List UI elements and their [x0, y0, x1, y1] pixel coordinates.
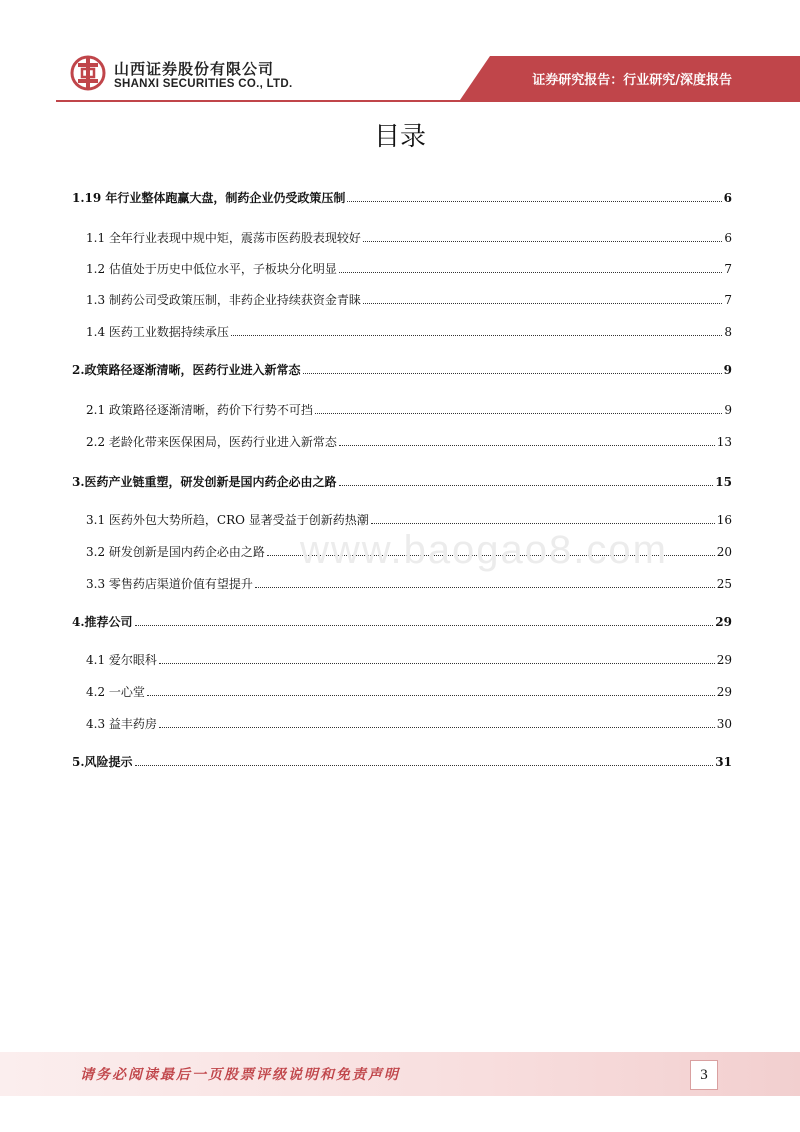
toc-leader	[339, 444, 715, 446]
page-title: 目录	[373, 122, 426, 152]
toc-leader	[363, 240, 722, 242]
toc-leader	[371, 522, 715, 524]
toc-leader	[231, 334, 722, 336]
toc-entry-page: 6	[723, 191, 732, 205]
toc-entry-4-2[interactable]	[86, 680, 732, 700]
toc-leader	[339, 484, 714, 486]
toc-entry-2[interactable]	[72, 358, 732, 378]
toc-entry-1-1[interactable]	[86, 226, 732, 246]
toc-entry-label: 4.推荐公司	[72, 615, 133, 629]
toc-entry-2-2[interactable]	[86, 430, 732, 450]
toc-entry-label: 1.4 医药工业数据持续承压	[86, 325, 229, 339]
toc-entry-4-1[interactable]	[86, 648, 732, 668]
toc-entry-label: 3.3 零售药店渠道价值有望提升	[86, 577, 253, 591]
toc-entry-label: 5.风险提示	[72, 755, 133, 769]
toc-entry-page: 29	[715, 615, 732, 629]
toc-entry-page: 9	[724, 403, 732, 417]
toc-entry-page: 29	[716, 685, 732, 699]
toc-leader	[315, 412, 722, 414]
toc-entry-label: 4.2 一心堂	[86, 685, 145, 699]
toc-entry-page: 9	[723, 363, 732, 377]
toc-entry-page: 30	[716, 717, 732, 731]
toc-entry-1[interactable]	[72, 186, 732, 206]
toc-leader	[347, 200, 721, 202]
toc-entry-label: 2.2 老龄化带来医保困局，医药行业进入新常态	[86, 435, 337, 449]
toc-entry-page: 20	[716, 545, 732, 559]
toc-leader	[255, 586, 715, 588]
company-name-cn: 山西证券股份有限公司	[114, 60, 275, 78]
page-header	[0, 0, 800, 110]
toc-entry-page: 25	[716, 577, 732, 591]
toc-entry-3[interactable]	[72, 470, 732, 490]
toc-entry-label: 1.2 估值处于历史中低位水平，子板块分化明显	[86, 262, 337, 276]
toc-leader	[159, 726, 715, 728]
toc-entry-3-1[interactable]	[86, 508, 732, 528]
toc-leader	[303, 372, 722, 374]
page-number: 3	[690, 1060, 718, 1090]
header-divider	[56, 100, 800, 102]
toc-entry-1-2[interactable]	[86, 257, 732, 277]
toc-entry-page: 7	[724, 262, 732, 276]
toc-leader	[135, 764, 714, 766]
watermark: www.baogao8.com	[300, 528, 668, 572]
toc-entry-5[interactable]	[72, 750, 732, 770]
toc-entry-page: 8	[724, 325, 732, 339]
toc-entry-label: 3.医药产业链重塑，研发创新是国内药企必由之路	[72, 475, 337, 489]
toc-leader	[339, 271, 722, 273]
toc-entry-2-1[interactable]	[86, 398, 732, 418]
toc-entry-label: 2.政策路径逐渐清晰，医药行业进入新常态	[72, 363, 301, 377]
toc-entry-4-3[interactable]	[86, 712, 732, 732]
toc-entry-page: 7	[724, 293, 732, 307]
toc-entry-page: 31	[715, 755, 732, 769]
toc-entry-1-3[interactable]	[86, 288, 732, 308]
toc-entry-label: 3.1 医药外包大势所趋，CRO 显著受益于创新药热潮	[86, 513, 369, 527]
toc-leader	[135, 624, 714, 626]
toc-entry-label: 4.3 益丰药房	[86, 717, 157, 731]
toc-entry-label: 4.1 爱尔眼科	[86, 653, 157, 667]
toc-entry-page: 15	[715, 475, 732, 489]
toc-entry-page: 29	[716, 653, 732, 667]
disclaimer-text: 请务必阅读最后一页股票评级说明和免责声明	[80, 1067, 400, 1083]
toc-entry-3-3[interactable]	[86, 572, 732, 592]
toc-entry-page: 16	[716, 513, 732, 527]
report-type: 证券研究报告：行业研究/深度报告	[532, 73, 732, 88]
toc-entry-page: 6	[724, 231, 732, 245]
toc-leader	[147, 694, 715, 696]
toc-entry-1-4[interactable]	[86, 320, 732, 340]
toc-entry-label: 1.1 全年行业表现中规中矩，震荡市医药股表现较好	[86, 231, 361, 245]
toc-leader	[363, 302, 722, 304]
toc-entry-page: 13	[716, 435, 732, 449]
company-logo-icon	[70, 55, 106, 91]
toc-entry-label: 2.1 政策路径逐渐清晰，药价下行势不可挡	[86, 403, 313, 417]
toc-entry-4[interactable]	[72, 610, 732, 630]
toc-entry-label: 1.3 制药公司受政策压制，非药企业持续获资金青睐	[86, 293, 361, 307]
toc-entry-label: 1.19 年行业整体跑赢大盘，制药企业仍受政策压制	[72, 191, 346, 205]
company-name-en: SHANXI SECURITIES CO., LTD.	[114, 78, 293, 90]
toc-leader	[159, 662, 715, 664]
toc-entry-label: 3.2 研发创新是国内药企必由之路	[86, 545, 265, 559]
